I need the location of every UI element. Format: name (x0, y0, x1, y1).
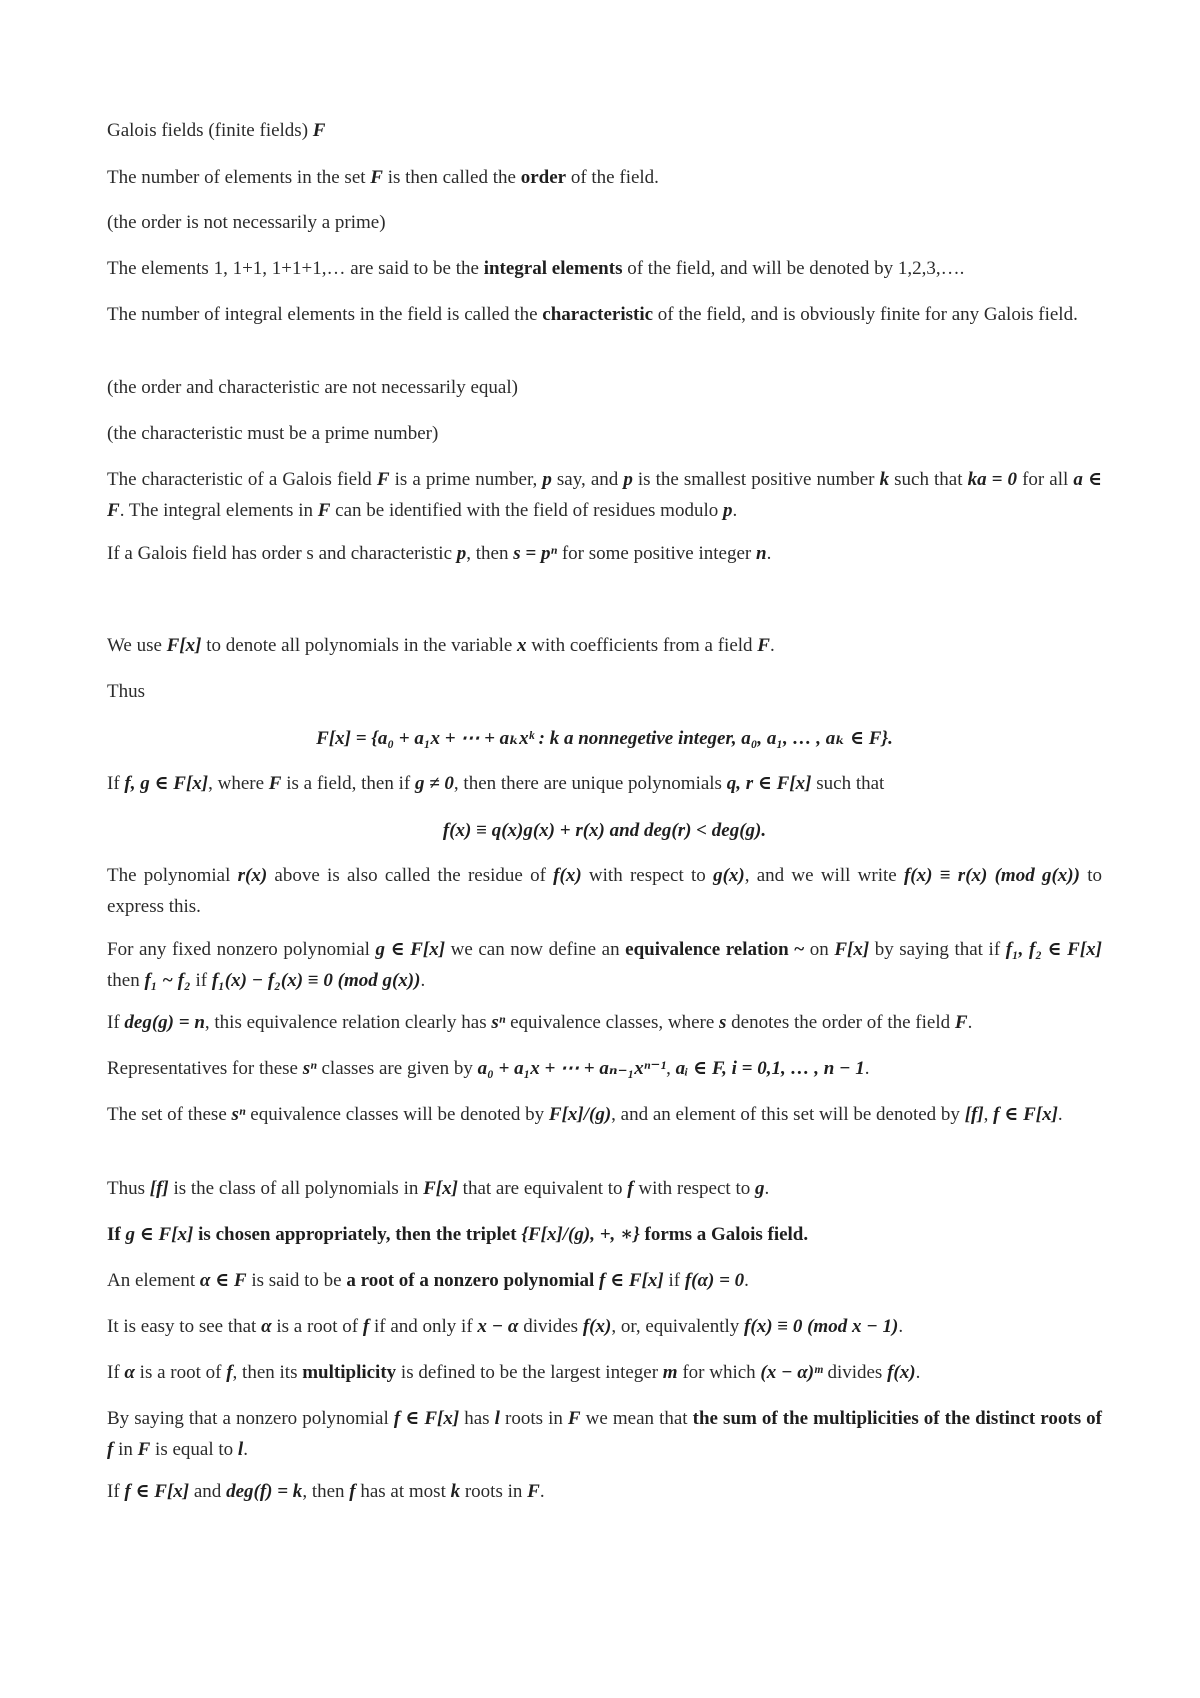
math-expression: {F[x]/(g), +, ∗} (521, 1224, 640, 1245)
paragraph-order (107, 162, 1102, 193)
text: is said to be (246, 1270, 347, 1291)
text: The number of elements in the set (107, 167, 371, 188)
text: equivalence classes will be denoted by (245, 1104, 549, 1125)
text: . The integral elements in (119, 500, 318, 521)
bold-term: a root of a nonzero polynomial (346, 1270, 599, 1291)
text: By saying that a nonzero polynomial (107, 1408, 394, 1429)
math-expression: g ∈ F[x] (125, 1224, 194, 1245)
text: , where (208, 773, 269, 794)
text: of the field, and will be denoted by 1,2,3,…. (622, 258, 965, 279)
text: , then (302, 1481, 350, 1502)
math-symbol: s (719, 1012, 727, 1033)
text: above is also called the residue of (267, 865, 554, 886)
paragraph-characteristic-prime-note (107, 418, 1102, 449)
text: The elements 1, 1+1, 1+1+1,… are said to be the (107, 258, 484, 279)
text: , then there are unique polynomials (453, 773, 727, 794)
text: of the field. (566, 167, 659, 188)
math-symbol: f (107, 1439, 114, 1460)
text: , (666, 1058, 676, 1079)
math-expression: f₁(x) − f₂(x) ≡ 0 (mod g(x)) (211, 970, 421, 991)
math-expression: [f] (964, 1104, 984, 1125)
text: is a prime number, (389, 469, 543, 490)
math-expression: a ∈ F (107, 469, 1103, 521)
text: we can now define an (445, 939, 626, 960)
math-symbol: g (754, 1178, 765, 1199)
bold-term: characteristic (542, 304, 654, 325)
math-expression: f₁ ~ f₂ (144, 970, 191, 991)
math-symbol: f (226, 1362, 233, 1383)
text: is a field, then if (281, 773, 415, 794)
math-symbol: p (722, 500, 733, 521)
text: . (420, 970, 426, 991)
math-symbol: F (137, 1439, 151, 1460)
text: of the field, and is obviously finite for any Galois field. (653, 304, 1078, 325)
math-expression: s = pⁿ (513, 543, 558, 564)
math-expression: sⁿ (491, 1012, 506, 1033)
text: (the order is not necessarily a prime) (107, 212, 386, 233)
math-symbol: x (517, 635, 527, 656)
math-symbol: F (757, 635, 770, 656)
text: say, and (551, 469, 624, 490)
paragraph-order-note (107, 207, 1102, 238)
math-expression: f ∈ F[x] (599, 1270, 664, 1291)
math-expression: F[x] (166, 635, 202, 656)
paragraph-integral-elements (107, 253, 1102, 284)
text: We use (107, 635, 167, 656)
math-symbol: l (237, 1439, 244, 1460)
paragraph-order-characteristic-note (107, 372, 1102, 403)
paragraph-max-roots (107, 1476, 1102, 1507)
text: . (744, 1270, 749, 1291)
paragraph-roots-count (107, 1403, 1102, 1465)
math-expression: f ∈ F[x] (393, 1408, 460, 1429)
text: by saying that if (869, 939, 1006, 960)
paragraph-representatives (107, 1053, 1102, 1084)
text: is a root of (271, 1316, 363, 1337)
paragraph-quotient-set (107, 1099, 1102, 1130)
text: If (107, 1224, 126, 1245)
paragraph-equivalence-relation (107, 934, 1102, 996)
paragraph-root-divides (107, 1311, 1102, 1342)
math-expression: g(x) (713, 865, 745, 886)
text: then (107, 970, 145, 991)
text: (the characteristic must be a prime number) (107, 423, 439, 444)
text: roots in (460, 1481, 528, 1502)
bold-term: order (520, 167, 567, 188)
math-expression: F[x] (423, 1178, 458, 1199)
math-symbol: p (623, 469, 633, 490)
paragraph-equivalence-classes (107, 1007, 1102, 1038)
text: An element (107, 1270, 200, 1291)
math-expression: ka = 0 (967, 469, 1018, 490)
text: Thus (107, 1178, 150, 1199)
text: to express this. (107, 865, 1103, 917)
paragraph-residue (107, 860, 1102, 922)
math-symbol: F (567, 1408, 581, 1429)
text: , or, equivalently (611, 1316, 745, 1337)
text: . (243, 1439, 248, 1460)
math-symbol: F (370, 167, 383, 188)
text: such that (889, 469, 968, 490)
text: if (190, 970, 212, 991)
text: The set of these (107, 1104, 232, 1125)
math-symbol: F (317, 500, 331, 521)
math-symbol: k (879, 469, 890, 490)
text: is the class of all polynomials in (168, 1178, 424, 1199)
text: . (915, 1362, 921, 1383)
paragraph-characteristic (107, 299, 1102, 330)
math-expression: x − α (477, 1316, 519, 1337)
math-expression: aᵢ ∈ F, i = 0,1, … , n − 1 (675, 1058, 865, 1079)
math-expression: f(x) ≡ 0 (mod x − 1) (744, 1316, 899, 1337)
math-symbol: f (627, 1178, 634, 1199)
math-expression: f(x) (553, 865, 582, 886)
text: , (983, 1104, 994, 1125)
text: in (113, 1439, 138, 1460)
math-expression: g ∈ F[x] (375, 939, 446, 960)
math-symbol: α (124, 1362, 135, 1383)
math-symbol: α (261, 1316, 272, 1337)
math-equation: f(x) ≡ q(x)g(x) + r(x) and deg(r) < deg(g). (442, 820, 767, 841)
text: is defined to be the largest integer (396, 1362, 663, 1383)
text: (the order and characteristic are not necessarily equal) (107, 377, 518, 398)
text: divides (822, 1362, 888, 1383)
math-symbol: F (954, 1012, 968, 1033)
math-expression: a₀ + a₁x + ⋯ + aₙ₋₁xⁿ⁻¹ (477, 1058, 667, 1079)
math-expression: f ∈ F[x] (124, 1481, 190, 1502)
math-symbol: k (450, 1481, 461, 1502)
text: For any fixed nonzero polynomial (107, 939, 376, 960)
math-symbol: F (312, 120, 326, 141)
text: and (189, 1481, 227, 1502)
math-symbol: f (349, 1481, 356, 1502)
math-expression: f₁, f₂ ∈ F[x] (1005, 939, 1103, 960)
paragraph-multiplicity (107, 1357, 1102, 1388)
text: , then (466, 543, 514, 564)
math-expression: f(α) = 0 (684, 1270, 745, 1291)
math-expression: [f] (149, 1178, 169, 1199)
text: The characteristic of a Galois field (107, 469, 377, 490)
text: , and we will write (744, 865, 904, 886)
math-symbol: m (662, 1362, 678, 1383)
text: is a root of (134, 1362, 227, 1383)
text: denotes the order of the field (726, 1012, 955, 1033)
text: with respect to (581, 865, 714, 886)
paragraph-division-algorithm (107, 768, 1102, 799)
text: , this equivalence relation clearly has (204, 1012, 492, 1033)
math-expression: f(x) (887, 1362, 916, 1383)
text: is equal to (150, 1439, 238, 1460)
text: has (459, 1408, 495, 1429)
text: for all (1017, 469, 1074, 490)
text: . (769, 635, 775, 656)
text: If (107, 1012, 125, 1033)
text: If (107, 773, 125, 794)
paragraph-root-definition (107, 1265, 1102, 1296)
text: equivalence classes, where (505, 1012, 720, 1033)
heading-galois-fields (107, 115, 1102, 146)
text: if (663, 1270, 685, 1291)
text: classes are given by (316, 1058, 478, 1079)
math-expression: f ∈ F[x] (993, 1104, 1058, 1125)
text: is the smallest positive number (632, 469, 880, 490)
text: , then its (232, 1362, 303, 1383)
math-expression: F[x]/(g) (548, 1104, 612, 1125)
math-symbol: F (268, 773, 282, 794)
text: is then called the (382, 167, 521, 188)
text: . (898, 1316, 904, 1337)
equation-division (107, 815, 1102, 846)
text: . (1057, 1104, 1063, 1125)
text: It is easy to see that (107, 1316, 262, 1337)
math-symbol: n (756, 543, 767, 564)
text: with coefficients from a field (526, 635, 758, 656)
text: , and an element of this set will be denoted by (611, 1104, 965, 1125)
text: The number of integral elements in the field is called the (107, 304, 543, 325)
text: If a Galois field has order s and characteristic (107, 543, 457, 564)
math-expression: g ≠ 0 (414, 773, 454, 794)
text: that are equivalent to (457, 1178, 628, 1199)
math-symbol: l (494, 1408, 500, 1429)
paragraph-galois-field-triplet (107, 1219, 1102, 1250)
text: divides (518, 1316, 583, 1337)
math-expression: deg(g) = n (124, 1012, 205, 1033)
math-symbol: F (527, 1481, 540, 1502)
paragraph-class-definition (107, 1173, 1102, 1204)
text: If (107, 1481, 125, 1502)
bold-term: integral elements (483, 258, 623, 279)
paragraph-characteristic-prime (107, 464, 1102, 526)
bold-term: multiplicity (302, 1362, 397, 1383)
math-expression: f(x) (582, 1316, 612, 1337)
text: roots in (499, 1408, 568, 1429)
math-expression: F[x] (834, 939, 870, 960)
text: to denote all polynomials in the variable (201, 635, 518, 656)
text: on (804, 939, 835, 960)
equation-polynomial-ring (107, 723, 1102, 754)
text: . (766, 543, 772, 564)
math-expression: sⁿ (231, 1104, 246, 1125)
bold-term: equivalence relation ~ (625, 939, 805, 960)
text: Thus (107, 681, 145, 702)
text: has at most (355, 1481, 451, 1502)
math-expression: q, r ∈ F[x] (726, 773, 812, 794)
math-expression: f, g ∈ F[x] (124, 773, 209, 794)
math-equation: F[x] = {a₀ + a₁x + ⋯ + aₖxᵏ : k a nonnegetive integer, a₀, a₁, … , aₖ ∈ F}. (316, 728, 893, 749)
math-expression: α ∈ F (199, 1270, 247, 1291)
text: with respect to (633, 1178, 755, 1199)
text: . (539, 1481, 545, 1502)
text: for which (677, 1362, 761, 1383)
text: is chosen appropriately, then the triplet (193, 1224, 522, 1245)
text: . (764, 1178, 770, 1199)
text: . (732, 500, 738, 521)
math-symbol: p (542, 469, 552, 490)
text: such that (811, 773, 885, 794)
math-symbol: p (456, 543, 467, 564)
text: can be identified with the field of residues modulo (330, 500, 723, 521)
text: . (967, 1012, 973, 1033)
paragraph-polynomials (107, 630, 1102, 661)
text: . (864, 1058, 870, 1079)
paragraph-thus (107, 676, 1102, 707)
math-symbol: f (362, 1316, 370, 1337)
text: Galois fields (finite fields) (107, 120, 313, 141)
math-symbol: F (376, 469, 390, 490)
text: if and only if (369, 1316, 478, 1337)
paragraph-order-power (107, 538, 1102, 569)
text: forms a Galois field. (639, 1224, 809, 1245)
text: for some positive integer (557, 543, 756, 564)
text: Representatives for these (107, 1058, 303, 1079)
text: The polynomial (107, 865, 238, 886)
math-expression: sⁿ (302, 1058, 317, 1079)
math-expression: deg(f) = k (226, 1481, 303, 1502)
text: we mean that (580, 1408, 693, 1429)
text: If (107, 1362, 125, 1383)
math-expression: r(x) (237, 865, 268, 886)
bold-term: the sum of the multiplicities of the distinct roots of (692, 1408, 1103, 1429)
math-expression: (x − α)ᵐ (760, 1362, 823, 1383)
math-expression: f(x) ≡ r(x) (mod g(x)) (903, 865, 1080, 886)
